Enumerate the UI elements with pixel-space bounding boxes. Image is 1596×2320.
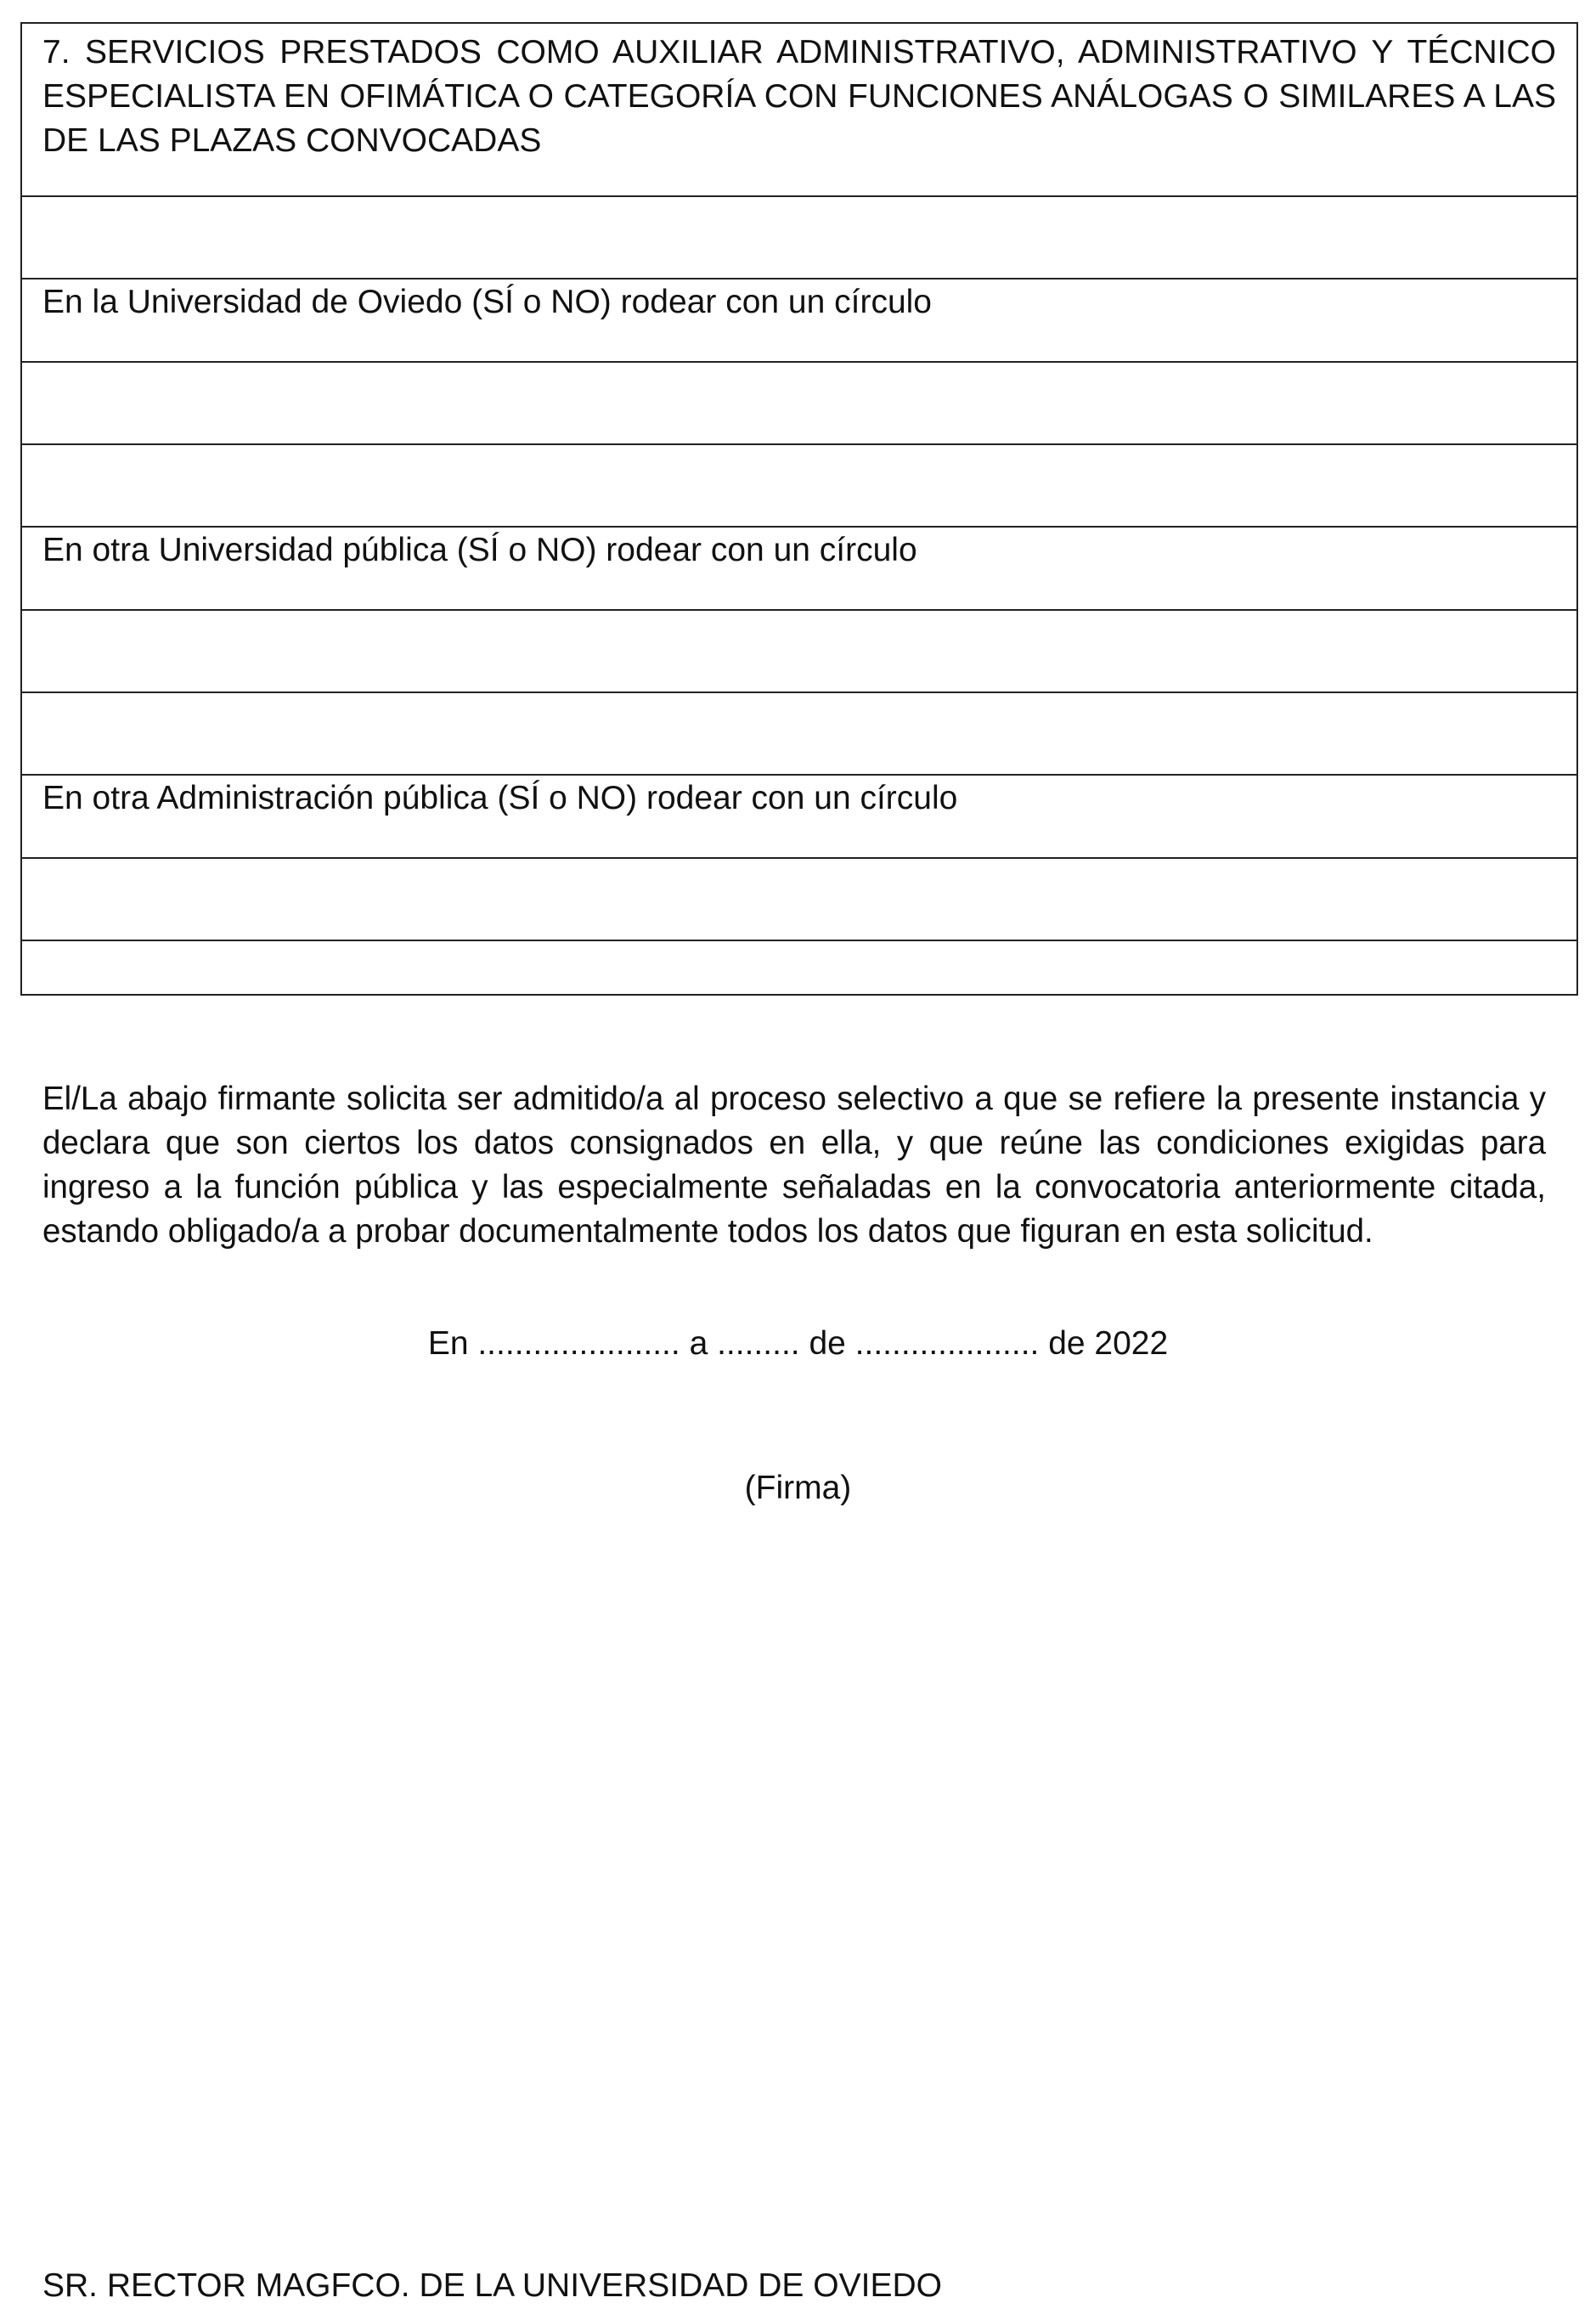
otra-universidad-entry-2[interactable] <box>21 692 1577 775</box>
blank-row <box>21 858 1577 940</box>
otra-universidad-label: En otra Universidad pública (SÍ o NO) rodear con un círculo <box>21 527 1577 610</box>
universidad-oviedo-entry-2[interactable] <box>21 444 1577 527</box>
blank-row <box>21 362 1577 444</box>
section-heading: 7. SERVICIOS PRESTADOS COMO AUXILIAR ADMINISTRATIVO, ADMINISTRATIVO Y TÉCNICO ESPECIALISTA EN OFIMÁTICA O CATEGORÍA CON FUNCIONES ANÁLOGAS O SIMILARES A LAS DE LAS PLAZAS CONVOCADAS <box>21 23 1577 196</box>
otra-administracion-entry-2[interactable] <box>21 940 1577 995</box>
otra-universidad-row <box>21 527 1577 610</box>
blank-row <box>21 692 1577 775</box>
universidad-oviedo-entry-1[interactable] <box>21 362 1577 444</box>
otra-administracion-entry-1[interactable] <box>21 858 1577 940</box>
addressee-line: SR. RECTOR MAGFCO. DE LA UNIVERSIDAD DE OVIEDO <box>42 2267 942 2304</box>
otra-administracion-row <box>21 775 1577 858</box>
otra-universidad-entry-1[interactable] <box>21 610 1577 692</box>
blank-row <box>21 940 1577 995</box>
universidad-oviedo-label: En la Universidad de Oviedo (SÍ o NO) rodear con un círculo <box>21 279 1577 362</box>
universidad-oviedo-row <box>21 279 1577 362</box>
section-heading-row <box>21 23 1577 196</box>
signature-label: (Firma) <box>744 1470 852 1506</box>
declaration-paragraph: El/La abajo firmante solicita ser admitido/a al proceso selectivo a que se refiere la presente instancia y declara que son ciertos los datos consignados en ella, y que reúne las condiciones exigidas para ingreso a la función pública y las especialmente señaladas en la convocatoria anteriormente citada, estando obligado/a a probar documentalmente todos los datos que figuran en esta solicitud. <box>42 1081 1546 1250</box>
blank-row <box>21 444 1577 527</box>
date-line: En ...................... a ......... de .................... de 2022 <box>427 1325 1169 1362</box>
blank-row <box>21 610 1577 692</box>
services-table <box>20 22 1578 996</box>
blank-cell[interactable] <box>21 196 1577 279</box>
blank-row <box>21 196 1577 279</box>
otra-administracion-label: En otra Administración pública (SÍ o NO) rodear con un círculo <box>21 775 1577 858</box>
